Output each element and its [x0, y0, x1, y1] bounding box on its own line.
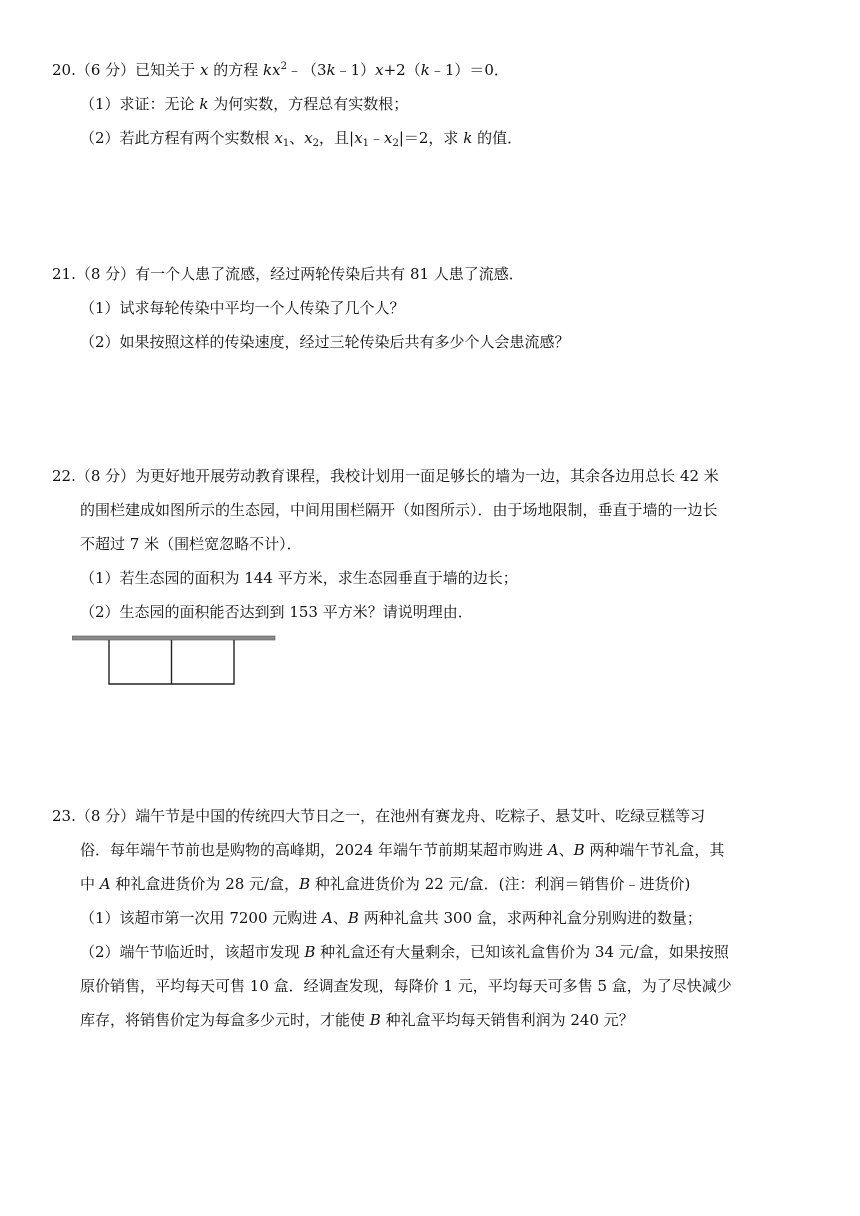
- part-text: 原价销售，平均每天可售 10 盒．经调查发现，每降价 1 元，平均每天可多售 5 盒，为了尽快减少: [80, 977, 732, 995]
- problem-number: 21.: [52, 265, 76, 283]
- part-label: （2）: [80, 129, 120, 147]
- var-b: B: [347, 909, 359, 927]
- var-x2: x: [383, 129, 393, 147]
- var-a: A: [547, 841, 559, 859]
- part-text: ，且|: [319, 129, 355, 147]
- problem-20-part-1: [80, 94, 408, 114]
- part-text: 端午节临近时，该超市发现: [119, 943, 300, 961]
- stem-text: 有一个人患了流感，经过两轮传染后共有 81 人患了流感．: [135, 265, 524, 283]
- part-text: 两种礼盒共 300 盒，求两种礼盒分别购进的数量；: [363, 909, 702, 927]
- problem-22-stem-line-3: [80, 534, 302, 554]
- stem-text: 种礼盒进货价为 28 元/盒，: [115, 875, 300, 893]
- equation-exponent: 2: [280, 61, 287, 72]
- var-b: B: [369, 1011, 381, 1029]
- problem-22-stem-line-2: [80, 500, 718, 520]
- stem-text: 已知关于: [135, 61, 196, 79]
- problem-score: （8 分）: [75, 265, 136, 283]
- stem-text: 种礼盒进货价为 22 元/盒．(注：利润＝销售价﹣进货价): [314, 875, 691, 893]
- stem-text: 端午节是中国的传统四大节日之一，在池州有赛龙舟、吃粽子、悬艾叶、吃绿豆糕等习: [135, 807, 706, 825]
- part-text: 的值．: [477, 129, 523, 147]
- var-b: B: [299, 875, 311, 893]
- problem-number: 22.: [52, 467, 76, 485]
- subscript: 2: [392, 138, 399, 149]
- part-label: （2）: [80, 333, 120, 351]
- problem-22-stem-line-1: [52, 466, 719, 486]
- stem-text: 的方程: [213, 61, 259, 79]
- problem-23-part-2-line-1: [80, 942, 729, 962]
- equation-term: k: [420, 61, 430, 79]
- separator: 、: [558, 841, 574, 859]
- part-label: （1）: [80, 95, 120, 113]
- equation-term: ﹣（3: [286, 61, 327, 79]
- eco-garden-figure: [72, 634, 276, 688]
- part-text: 若生态园的面积为 144 平方米，求生态园垂直于墙的边长；: [119, 569, 518, 587]
- part-text: 生态园的面积能否达到到 153 平方米？请说明理由．: [119, 603, 473, 621]
- var-x1: x: [274, 129, 283, 147]
- minus-sign: ﹣: [368, 129, 384, 147]
- problem-23-stem-line-2: [80, 840, 724, 860]
- problem-23-part-2-line-2: [80, 976, 732, 996]
- problem-21-stem: [52, 264, 524, 284]
- var-a: A: [99, 875, 111, 893]
- equation-term: kx: [263, 61, 281, 79]
- problem-21-part-1: [80, 298, 405, 318]
- stem-text: 不超过 7 米（围栏宽忽略不计）．: [80, 535, 302, 553]
- part-text: 试求每轮传染中平均一个人传染了几个人？: [119, 299, 405, 317]
- var-x: x: [199, 61, 209, 79]
- part-label: （2）: [80, 943, 120, 961]
- problem-23-stem-line-1: [52, 806, 705, 826]
- part-text: |＝2，求: [398, 129, 459, 147]
- equation-term: ﹣1）＝0．: [429, 61, 509, 79]
- problem-20-part-2: [80, 128, 522, 148]
- part-text: 为何实数，方程总有实数根；: [213, 95, 409, 113]
- problem-22-part-2: [80, 602, 473, 622]
- part-text: 库存，将销售价定为每盒多少元时，才能使: [80, 1011, 366, 1029]
- equation-term: +2（: [383, 61, 421, 79]
- var-k: k: [199, 95, 209, 113]
- part-text: 如果按照这样的传染速度，经过三轮传染后共有多少个人会患流感？: [119, 333, 570, 351]
- problem-score: （6 分）: [75, 61, 136, 79]
- part-label: （1）: [80, 909, 120, 927]
- problem-23-stem-line-3: [80, 874, 690, 894]
- var-k: k: [463, 129, 473, 147]
- problem-23-part-1: [80, 908, 702, 928]
- part-text: 求证：无论: [119, 95, 195, 113]
- problem-23-part-2-line-3: [80, 1010, 634, 1030]
- problem-21-part-2: [80, 332, 570, 352]
- part-text: 该超市第一次用 7200 元购进: [119, 909, 318, 927]
- subscript: 1: [362, 138, 369, 149]
- stem-text: 中: [80, 875, 96, 893]
- part-text: 种礼盒平均每天销售利润为 240 元？: [385, 1011, 634, 1029]
- problem-score: （8 分）: [75, 467, 136, 485]
- part-label: （2）: [80, 603, 120, 621]
- var-b: B: [573, 841, 585, 859]
- part-text: 若此方程有两个实数根: [119, 129, 270, 147]
- stem-text: 的围栏建成如图所示的生态园，中间用围栏隔开（如图所示）．由于场地限制，垂直于墙的一边长: [80, 501, 718, 519]
- subscript: 1: [282, 138, 290, 149]
- problem-22-part-1: [80, 568, 518, 588]
- part-text: 种礼盒还有大量剩余，已知该礼盒售价为 34 元/盒，如果按照: [320, 943, 729, 961]
- stem-text: 两种端午节礼盒，其: [589, 841, 725, 859]
- separator: 、: [289, 129, 305, 147]
- problem-number: 23.: [52, 807, 76, 825]
- equation-term: k: [326, 61, 336, 79]
- equation-term: x: [375, 61, 384, 79]
- stem-text: 为更好地开展劳动教育课程，我校计划用一面足够长的墙为一边，其余各边用总长 42 米: [135, 467, 719, 485]
- problem-score: （8 分）: [75, 807, 136, 825]
- problem-number: 20.: [52, 61, 76, 79]
- problem-20-stem: [52, 60, 509, 80]
- part-label: （1）: [80, 569, 120, 587]
- wall-shape: [72, 636, 275, 640]
- stem-text: 俗．每年端午节前也是购物的高峰期，2024 年端午节前期某超市购进: [80, 841, 543, 859]
- separator: 、: [332, 909, 348, 927]
- equation-term: ﹣1）: [335, 61, 376, 79]
- var-x1: x: [354, 129, 363, 147]
- var-x2: x: [304, 129, 313, 147]
- var-a: A: [322, 909, 333, 927]
- var-b: B: [304, 943, 316, 961]
- subscript: 2: [312, 138, 320, 149]
- part-label: （1）: [80, 299, 120, 317]
